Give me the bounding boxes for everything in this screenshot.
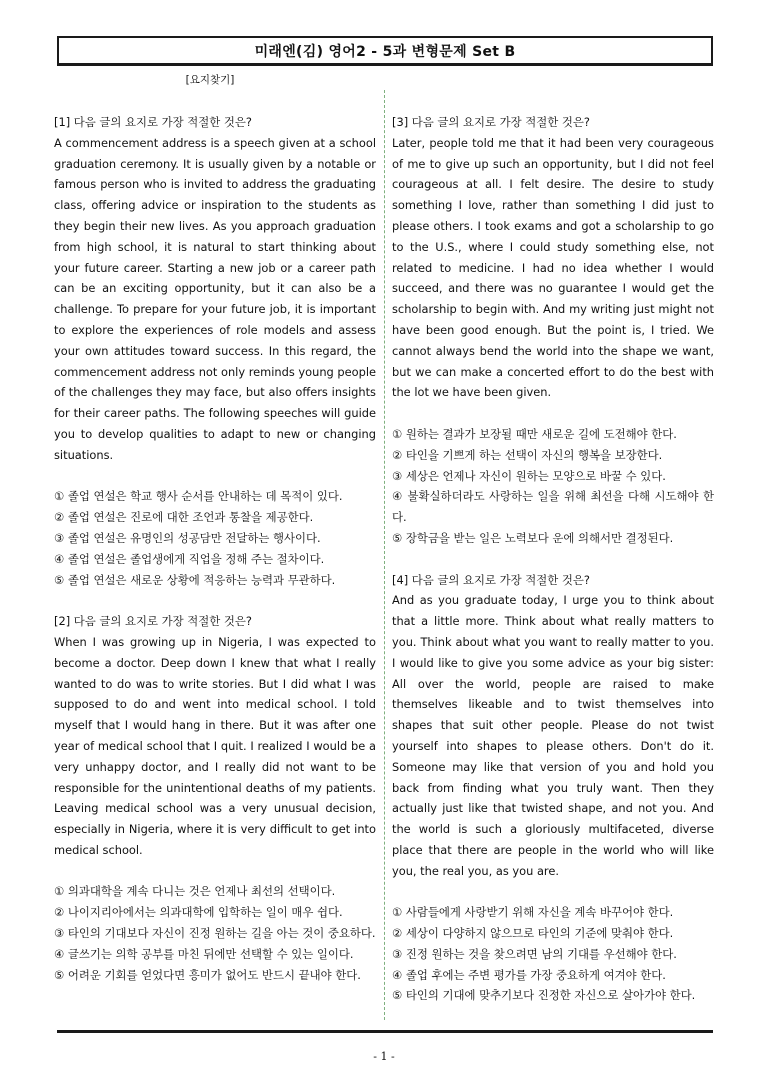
- answer-option: ② 나이지리아에서는 의과대학에 입학하는 일이 매우 쉽다.: [54, 905, 343, 920]
- question-title: [2] 다음 글의 요지로 가장 적절한 것은?: [54, 614, 252, 629]
- answer-option: ③ 세상은 언제나 자신이 원하는 모양으로 바꿀 수 있다.: [392, 468, 666, 483]
- question-passage: Later, people told me that it had been very courageous of me to give up such an opportunity, but I did not feel courageous at all. I felt desire. The desire to study something I love, rather than something I did just to please others. I took exams and got a scholarship to go to the U.S., where I could study something else, not related to medicine. I had no idea whether I would succeed, and there was no guarantee I would get the scholarship to begin with. And my writing just might not have been good enough. But the point is, I tried. We cannot always bend the world into the shape we want, but we can make a concerted effort to do the best with the lot we have been given.: [392, 135, 714, 400]
- left-column: [54, 112, 376, 1006]
- question-passage: When I was growing up in Nigeria, I was expected to become a doctor. Deep down I knew that what I really wanted to do was to write stories. But I did what I was supposed to do and went into medical school. I told myself that I would hang in there. But it was after one year of medical school that I quit. I realized I would be a very unhappy doctor, and I really did not want to be responsible for the unintentional deaths of my patients. Leaving medical school was a very unusual decision, especially in Nigeria, where it is very difficult to get into medical school.: [54, 634, 376, 857]
- answer-options: [54, 881, 376, 985]
- question-title: [4] 다음 글의 요지로 가장 적절한 것은?: [392, 572, 590, 587]
- answer-options: [54, 486, 376, 590]
- footer-rule: [57, 1030, 713, 1033]
- answer-option: ③ 타인의 기대보다 자신이 진정 원하는 길을 아는 것이 중요하다.: [54, 926, 376, 941]
- answer-options: [392, 902, 714, 1006]
- answer-option: ③ 진정 원하는 것을 찾으려면 남의 기대를 우선해야 한다.: [392, 946, 677, 961]
- question-1: [54, 112, 376, 590]
- question-passage: And as you graduate today, I urge you to think about that a little more. Think about what really matters to you. Think about what you want to really matter to you. I would like to give you some advice as your big sister: All over the world, people are raised to make themselves likeable and to twist themselves into shapes that suit other people. Please do not twist yourself into shapes to please others. Don't do it. Someone may like that version of you and hold you back from finding what you truly want. Then they actually just like that twisted shape, and not you. And the world is such a gloriously multifaceted, diverse place that there are people in the world who will like you, the real you, as you are.: [392, 593, 714, 878]
- answer-option: ⑤ 장학금을 받는 일은 노력보다 운에 의해서만 결정된다.: [392, 530, 674, 545]
- right-column: [392, 112, 714, 1027]
- answer-option: ⑤ 타인의 기대에 맞추기보다 진정한 자신으로 살아가야 한다.: [392, 988, 696, 1003]
- answer-option: ③ 졸업 연설은 유명인의 성공담만 전달하는 행사이다.: [54, 530, 321, 545]
- answer-option: ④ 글쓰기는 의학 공부를 마친 뒤에만 선택할 수 있는 일이다.: [54, 946, 354, 961]
- answer-option: ② 졸업 연설은 진로에 대한 조언과 통찰을 제공한다.: [54, 510, 314, 525]
- question-4: [392, 570, 714, 1007]
- answer-option: ① 의과대학을 계속 다니는 것은 언제나 최선의 선택이다.: [54, 884, 336, 899]
- document-title: 미래엔(김) 영어2 - 5과 변형문제 Set B: [254, 43, 516, 60]
- answer-option: ⑤ 어려운 기회를 얻었다면 흥미가 없어도 반드시 끝내야 한다.: [54, 967, 361, 982]
- answer-option: ① 원하는 결과가 보장될 때만 새로운 길에 도전해야 한다.: [392, 426, 677, 441]
- document-header: [57, 36, 713, 66]
- answer-options: [392, 424, 714, 549]
- question-title: [3] 다음 글의 요지로 가장 적절한 것은?: [392, 115, 590, 129]
- page-number: - 1 -: [373, 1050, 395, 1063]
- question-title: [1] 다음 글의 요지로 가장 적절한 것은?: [54, 115, 252, 129]
- answer-option: ① 사람들에게 사랑받기 위해 자신을 계속 바꾸어야 한다.: [392, 905, 674, 920]
- column-divider: [384, 90, 385, 1020]
- question-3: [392, 112, 714, 549]
- answer-option: ① 졸업 연설은 학교 행사 순서를 안내하는 데 목적이 있다.: [54, 489, 343, 504]
- question-passage: A commencement address is a speech given at a school graduation ceremony. It is usually given by a notable or famous person who is invited to address the graduating class, offering advice or inspiration to the students as they begin their new lives. As you approach graduation from high school, it is natural to start thinking about your future career. Starting a new job or a career path can be an exciting opportunity, but it can also be a challenge. To prepare for your future job, it is important to explore the experiences of role models and assess your own attitudes toward success. In this regard, the commencement address not only reminds young people of the challenges they may face, but also offers insights for their career paths. The following speeches will guide you to develop qualities to adapt to new or changing situations.: [54, 135, 377, 462]
- answer-option: ② 타인을 기쁘게 하는 선택이 자신의 행복을 보장한다.: [392, 447, 663, 462]
- answer-option: ② 세상이 다양하지 않으므로 타인의 기준에 맞춰야 한다.: [392, 926, 674, 941]
- answer-option: ④ 졸업 후에는 주변 평가를 가장 중요하게 여겨야 한다.: [392, 967, 666, 982]
- answer-option: ⑤ 졸업 연설은 새로운 상황에 적응하는 능력과 무관하다.: [54, 572, 336, 587]
- question-2: [54, 611, 376, 985]
- answer-option: ④ 졸업 연설은 졸업생에게 직업을 정해 주는 절차이다.: [54, 551, 325, 566]
- answer-option: ④ 불확실하더라도 사랑하는 일을 위해 최선을 다해 시도해야 한다.: [392, 489, 714, 525]
- section-label: [요지찾기]: [185, 74, 235, 86]
